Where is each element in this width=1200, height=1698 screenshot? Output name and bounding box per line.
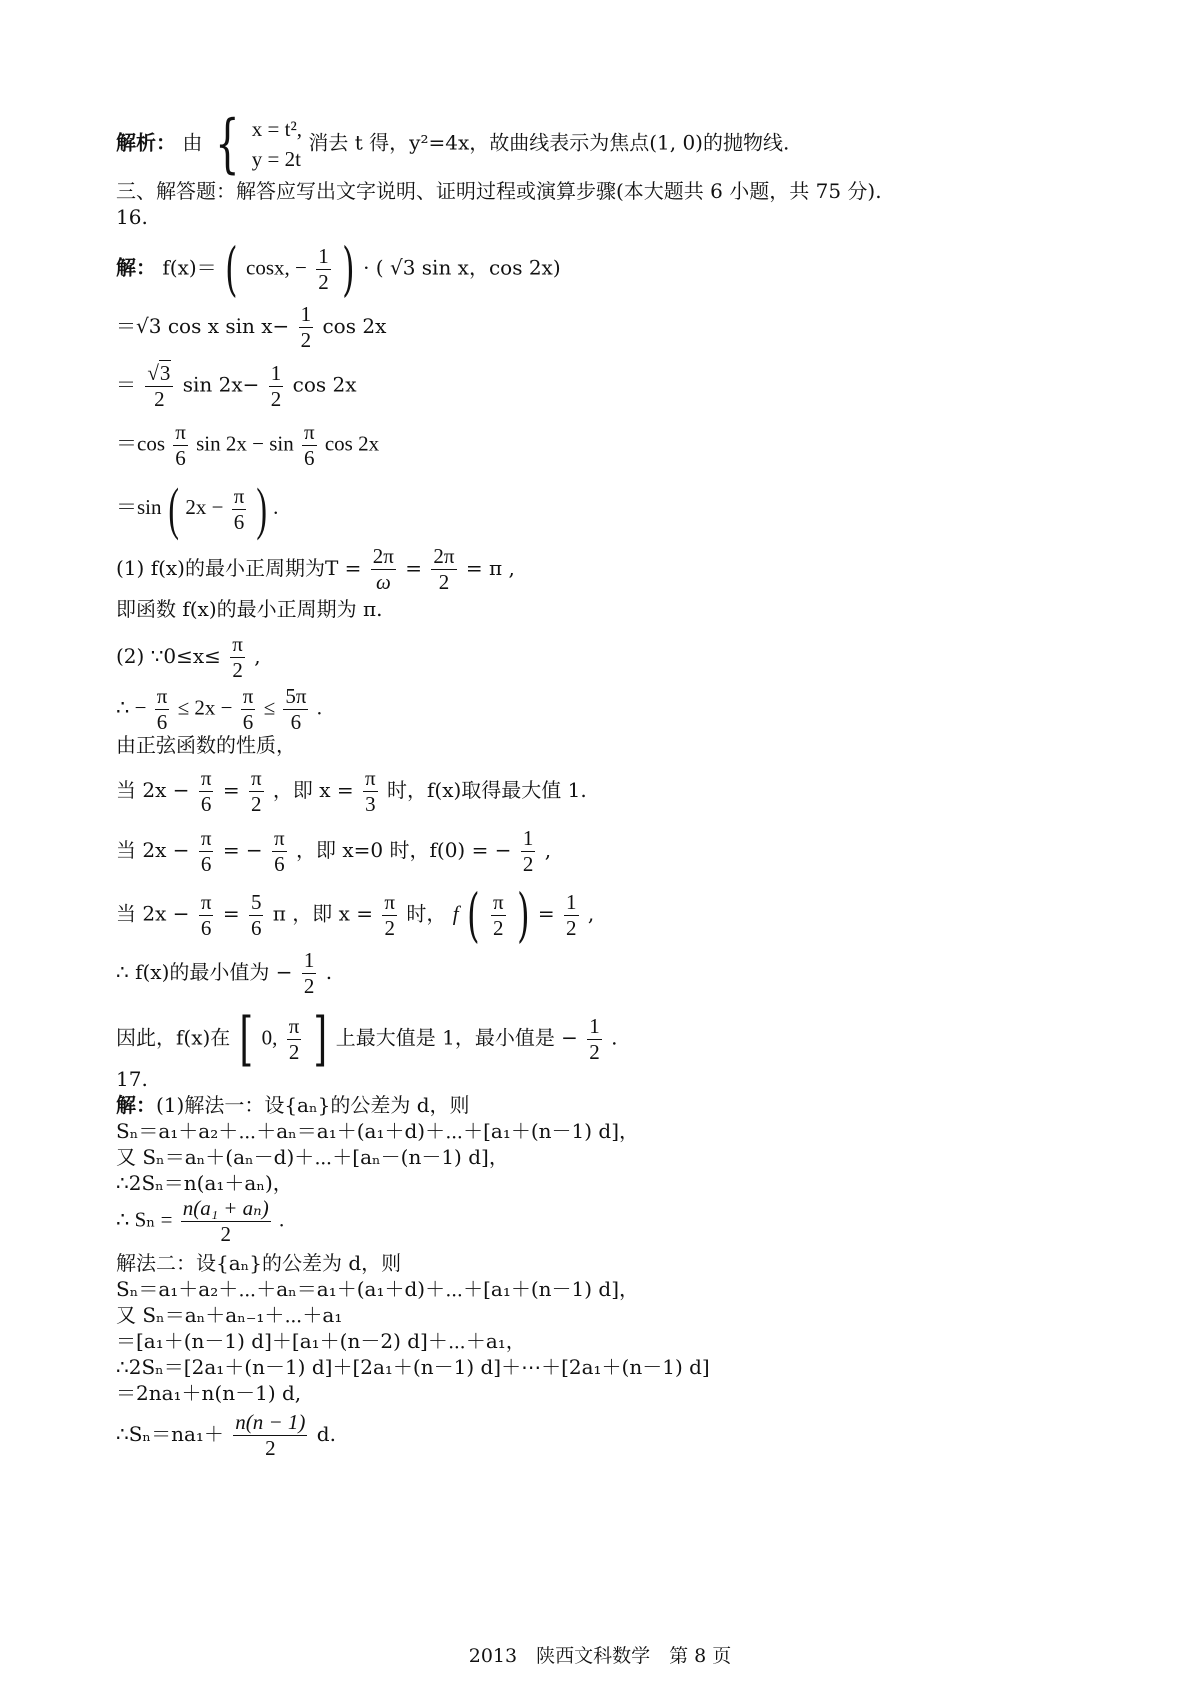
- q17-m2-line5: ＝2na₁＋n(n－1) d,: [116, 1381, 302, 1405]
- analysis-post: 消去 t 得，y²=4x，故曲线表示为焦点(1, 0)的抛物线.: [308, 130, 790, 155]
- q16-concl-c: 上最大值是 1，最小值是 −: [335, 1025, 578, 1050]
- fraction-pi-over-2: $\frac{\pi}{2}$: [232, 632, 243, 682]
- q17-m2-line1: Sₙ＝a₁＋a₂＋⋯＋aₙ＝a₁＋(a₁＋d)＋⋯＋[a₁＋(n－1) d]，: [116, 1277, 640, 1301]
- fraction-pi-over-3: $\frac{\pi}{3}$: [365, 766, 376, 816]
- q16-part1-conclusion: 即函数 f(x)的最小正周期为 π.: [116, 597, 383, 621]
- fraction-pi-over-6: $\frac{\pi}{6}$: [200, 889, 212, 940]
- solution-label: 解：: [116, 255, 156, 280]
- fraction-2pi-over-omega: $\frac{2\pi}{\omega}$: [372, 544, 394, 594]
- page-footer: 2013 陕西文科数学 第 8 页: [468, 1645, 732, 1667]
- question-16-number: 16.: [116, 205, 148, 229]
- q17-m1-l4-b: .: [278, 1207, 285, 1232]
- fraction-one-half: $\frac{1}{2}$: [270, 360, 282, 411]
- q17-m2-line4: ∴2Sₙ＝[2a₁＋(n－1) d]＋[2a₁＋(n－1) d]＋⋯＋[2a₁＋(n－1) d]: [116, 1355, 710, 1379]
- fraction-one-half: $\frac{1}{2}$: [522, 826, 534, 876]
- q17-m1-line4: [116, 1196, 284, 1247]
- q16-c3-g: ,: [587, 901, 595, 926]
- fraction-sum-formula: $\frac{\text{n(a₁ + aₙ)}}{2}$: [182, 1196, 269, 1246]
- question-17-number: 17.: [116, 1067, 148, 1091]
- q16-max-b: =: [222, 778, 240, 802]
- fraction-pi-over-6: $\frac{\pi}{6}$: [233, 483, 245, 534]
- q16-step3-b: cos 2x: [292, 372, 357, 397]
- q17-m1-line2: 又 Sₙ＝aₙ＋(aₙ－d)＋⋯＋[aₙ－(n－1) d]，: [116, 1145, 509, 1169]
- q16-min-b: .: [325, 960, 333, 984]
- q16-range-a: ∴ −: [116, 695, 147, 720]
- section-three-heading: 三、解答题：解答应写出文字说明、证明过程或演算步骤(本大题共 6 小题，共 75 分).: [116, 179, 882, 203]
- system-eq2: y = 2t: [251, 147, 301, 171]
- q17-m2-l6-a: ∴Sₙ＝na₁＋: [116, 1422, 224, 1446]
- right-paren: ): [342, 235, 355, 303]
- q16-step5: [116, 476, 279, 541]
- left-paren: (: [168, 476, 179, 541]
- fraction-one-half: $\frac{1}{2}$: [318, 243, 329, 294]
- q16-c2-b: = −: [222, 838, 263, 862]
- q16-step4-a: ＝cos: [116, 431, 165, 456]
- fraction-pi-over-6: $\frac{\pi}{6}$: [175, 420, 186, 470]
- left-paren: (: [467, 881, 480, 949]
- q16-step1-lhs: f(x)＝: [162, 255, 217, 280]
- q16-step5-c: .: [273, 494, 279, 519]
- q16-part1-a: (1) f(x)的最小正周期为T =: [116, 556, 362, 580]
- q16-step5-b: 2x −: [185, 494, 224, 519]
- q16-part2-b: ,: [254, 644, 261, 668]
- q16-step3-a: sin 2x−: [182, 372, 260, 397]
- fraction-pi-over-6: $\frac{\pi}{6}$: [200, 826, 212, 876]
- q16-range-d: .: [316, 695, 322, 720]
- q16-c2-a: 当 2x −: [116, 838, 190, 862]
- q16-part2-a: (2) ∵0≤x≤: [116, 644, 221, 668]
- q17-m1-line3: ∴2Sₙ＝n(a₁＋aₙ)，: [116, 1171, 293, 1195]
- q16-step4: [116, 420, 379, 471]
- q16-concl-b: 0,: [261, 1025, 278, 1050]
- q17-m1-l4-a: ∴ Sₙ =: [116, 1207, 173, 1232]
- q16-c2-c: ，即 x=0 时，f(0) = −: [296, 838, 512, 862]
- fraction-n-n-minus-1-over-2: $\frac{n(n - 1)}{2}$: [235, 1410, 306, 1460]
- vector1-component: cosx, −: [246, 255, 307, 280]
- fraction-pi-over-6: $\frac{\pi}{6}$: [274, 826, 285, 876]
- left-bracket: [: [239, 1005, 253, 1073]
- q17-m1-head-text: (1)解法一：设{aₙ}的公差为 d，则: [156, 1093, 470, 1117]
- q16-min-value: [116, 948, 332, 999]
- q16-c3-b: =: [222, 901, 240, 926]
- q17-method1-head: [116, 1092, 470, 1118]
- q16-c3-a: 当 2x −: [116, 901, 190, 926]
- q16-part1-c: = π ,: [465, 556, 515, 580]
- q16-step1: [116, 235, 561, 303]
- q16-case-zero: [116, 826, 551, 877]
- fraction-pi-over-2: $\frac{\pi}{2}$: [384, 889, 396, 940]
- fraction-one-half: $\frac{1}{2}$: [300, 302, 312, 352]
- dot-product-symbol: ·: [363, 255, 370, 280]
- q16-range-b: ≤ 2x −: [177, 695, 233, 720]
- fraction-pi-over-2: $\frac{\pi}{2}$: [492, 889, 504, 940]
- fraction-pi-over-6: $\frac{\pi}{6}$: [242, 684, 254, 734]
- q16-max-case: [116, 766, 587, 817]
- q17-m2-line2: 又 Sₙ＝aₙ＋aₙ₋₁＋⋯＋a₁: [116, 1303, 343, 1327]
- q16-range-c: ≤: [263, 695, 276, 720]
- fraction-sqrt3-over-2: $\frac{√3}{2}$: [145, 360, 173, 412]
- fraction-pi-over-6: $\frac{\pi}{6}$: [303, 420, 315, 470]
- q17-method2-head: 解法二：设{aₙ}的公差为 d，则: [116, 1251, 402, 1275]
- q16-step4-b: sin 2x − sin: [196, 431, 294, 456]
- q16-c3-e: f: [452, 901, 459, 926]
- q16-step2-b: cos 2x: [322, 314, 387, 338]
- q16-max-c: ，即 x =: [272, 778, 354, 802]
- right-paren: ): [517, 881, 530, 949]
- q16-concl-d: .: [611, 1025, 618, 1050]
- analysis-label: 解析：: [116, 130, 176, 155]
- solution-label: 解：: [116, 1093, 156, 1117]
- q16-max-a: 当 2x −: [116, 778, 190, 802]
- q16-case-pi-half: [116, 881, 595, 949]
- q16-range: [116, 684, 322, 735]
- q17-m1-line1: Sₙ＝a₁＋a₂＋⋯＋aₙ＝a₁＋(a₁＋d)＋⋯＋[a₁＋(n－1) d]，: [116, 1119, 640, 1143]
- q16-step5-a: ＝sin: [116, 494, 162, 519]
- vector2: ( √3 sin x，cos 2x): [375, 255, 561, 280]
- q16-step2: [116, 302, 386, 353]
- q16-max-d: 时，f(x)取得最大值 1.: [387, 778, 587, 802]
- q16-conclusion: [116, 1005, 618, 1073]
- fraction-one-half: $\frac{1}{2}$: [589, 1013, 600, 1064]
- q17-m2-l6-b: d.: [316, 1422, 336, 1446]
- system-eq1: x = t²,: [251, 117, 303, 141]
- fraction-pi-over-2: $\frac{\pi}{2}$: [288, 1013, 300, 1064]
- q16-c2-d: ,: [544, 838, 552, 862]
- q16-c3-c: π ，即 x =: [272, 901, 374, 926]
- q16-step2-a: ＝√3 cos x sin x−: [116, 314, 290, 338]
- q17-m2-line6: [116, 1410, 336, 1461]
- right-paren: ): [255, 476, 267, 541]
- right-bracket: ]: [313, 1005, 327, 1073]
- sine-property-line: 由正弦函数的性质，: [116, 733, 296, 757]
- q16-concl-a: 因此，f(x)在: [116, 1025, 231, 1050]
- equation-system: [252, 114, 302, 174]
- analysis-line: [116, 107, 790, 181]
- q16-c3-f: =: [537, 901, 555, 926]
- fraction-one-half: $\frac{1}{2}$: [303, 948, 315, 998]
- fraction-one-half: $\frac{1}{2}$: [566, 889, 577, 940]
- fraction-pi-over-2: $\frac{\pi}{2}$: [250, 766, 262, 816]
- fraction-pi-over-6: $\frac{\pi}{6}$: [156, 684, 168, 734]
- fraction-2pi-over-2: $\frac{2\pi}{2}$: [433, 544, 455, 594]
- system-brace: {: [214, 107, 240, 181]
- analysis-pre: 由: [182, 130, 203, 155]
- q16-step3: ＝ $\frac{√3}{2}$ sin 2x− $\frac{1}{2}$ cos 2x: [116, 360, 357, 411]
- q16-c3-d: 时，: [406, 901, 447, 926]
- q16-part1-b: =: [405, 556, 423, 580]
- q16-step4-c: cos 2x: [324, 431, 380, 456]
- left-paren: (: [225, 235, 238, 303]
- q17-m2-line3: ＝[a₁＋(n－1) d]＋[a₁＋(n－2) d]＋⋯＋a₁，: [116, 1329, 526, 1353]
- q16-part2: [116, 632, 261, 683]
- fraction-pi-over-6: $\frac{\pi}{6}$: [200, 766, 212, 816]
- q16-part1: [116, 544, 515, 595]
- fraction-5pi-over-6: $\frac{5\pi}{6}$: [285, 684, 307, 734]
- q16-min-a: ∴ f(x)的最小值为 −: [116, 960, 293, 984]
- fraction-5-over-6: $\frac{5}{6}$: [250, 889, 262, 940]
